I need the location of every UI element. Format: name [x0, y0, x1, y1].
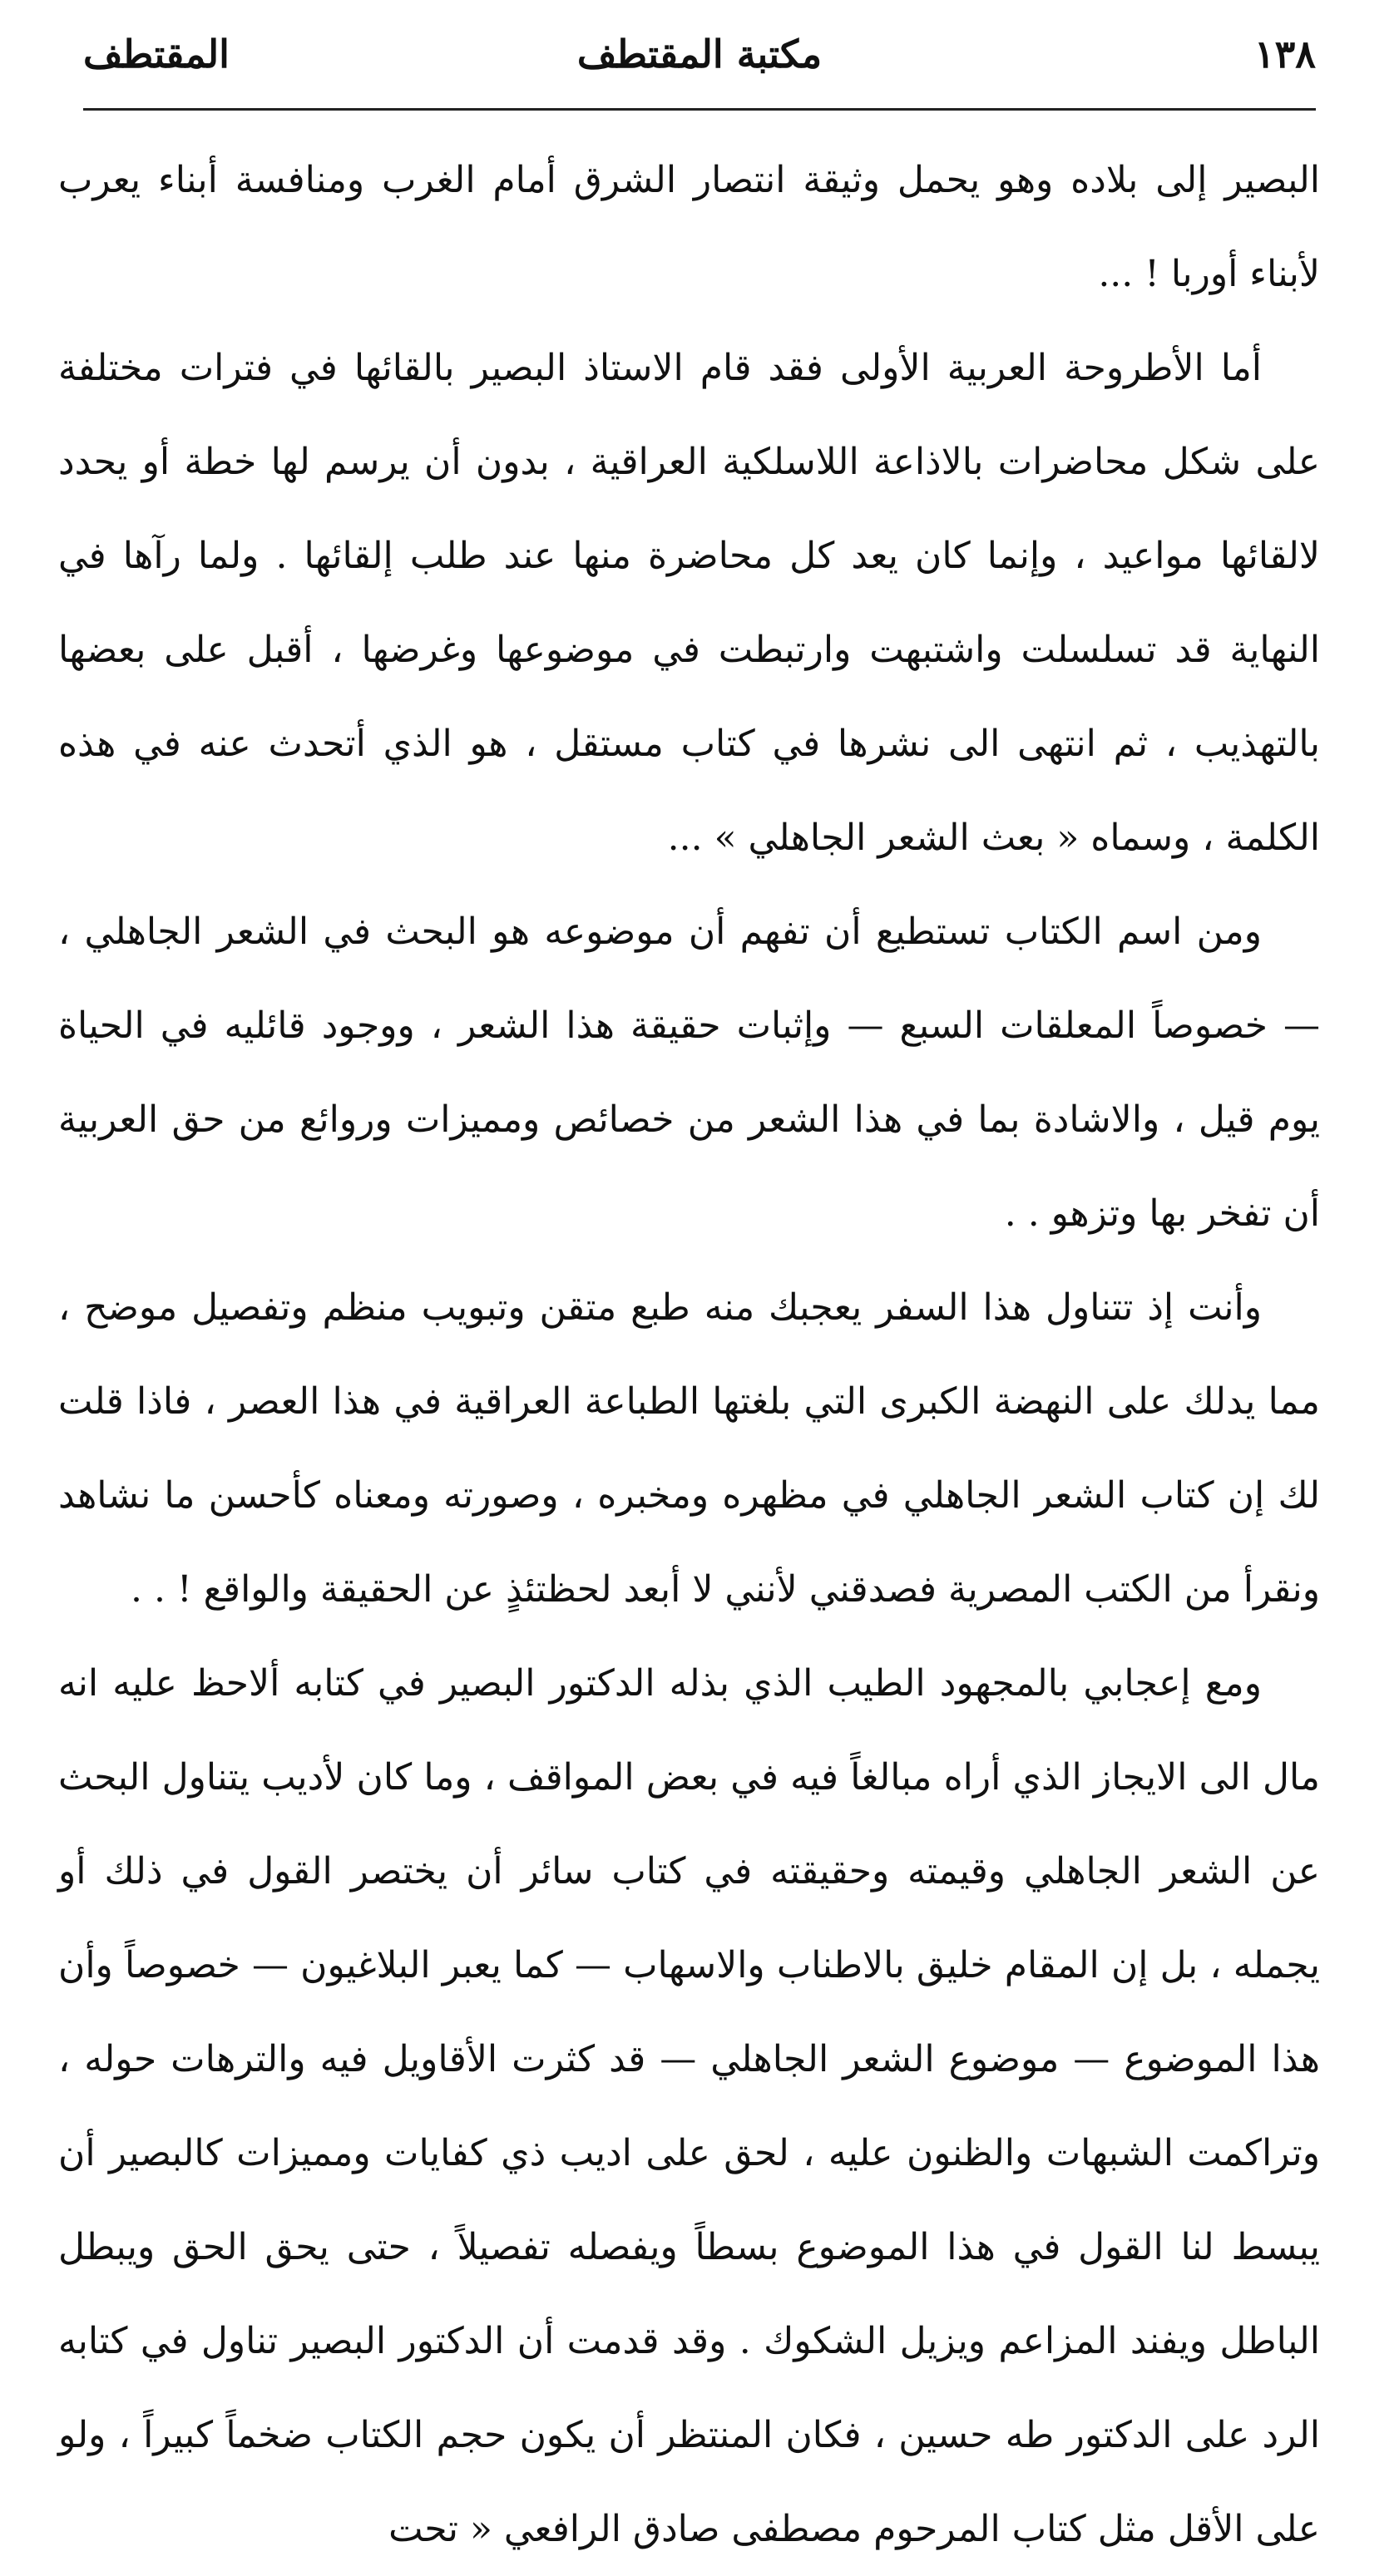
paragraph: ومن اسم الكتاب تستطيع أن تفهم أن موضوعه هو البحث في الشعر الجاهلي ، — خصوصاً المعلقات السبع — وإثبات حقيقة هذا الشعر ، ووجود قائليه في الحياة يوم قيل ، والاشادة بما في هذا الشعر من خصائص ومميزات وروائع من حق العربية أن تفخر بها وتزهو . . — [58, 910, 1320, 1235]
page-number: ١٣٨ — [1253, 32, 1316, 76]
body-text — [58, 133, 1320, 2576]
paragraph: وأنت إذ تتناول هذا السفر يعجبك منه طبع متقن وتبويب منظم وتفصيل موضح ، مما يدلك على النهضة الكبرى التي بلغتها الطباعة العراقية في هذا العصر ، فاذا قلت لك إن كتاب الشعر الجاهلي في مظهره ومخبره ، وصورته ومعناه كأحسن ما نشاهد ونقرأ من الكتب المصرية فصدقني لأنني لا أبعد لحظتئذٍ عن الحقيقة والواقع ! . . — [58, 1286, 1320, 1611]
header-rule — [83, 108, 1316, 111]
journal-title: المقتطف — [83, 32, 230, 76]
paragraph: البصير إلى بلاده وهو يحمل وثيقة انتصار الشرق أمام الغرب ومنافسة أبناء يعرب لأبناء أوربا ! ... — [58, 159, 1320, 295]
paragraph: أما الأطروحة العربية الأولى فقد قام الاستاذ البصير بالقائها في فترات مختلفة على شكل محاضرات بالاذاعة اللاسلكية العراقية ، بدون أن يرسم لها خطة أو يحدد لالقائها مواعيد ، وإنما كان يعد كل محاضرة منها عند طلب إلقائها . ولما رآها في النهاية قد تسلسلت واشتبهت وارتبطت في موضوعها وغرضها ، أقبل على بعضها بالتهذيب ، ثم انتهى الى نشرها في كتاب مستقل ، هو الذي أتحدث عنه في هذه الكلمة ، وسماه « بعث الشعر الجاهلي » ... — [58, 347, 1320, 859]
running-header — [83, 25, 1316, 83]
paragraph: ومع إعجابي بالمجهود الطيب الذي بذله الدكتور البصير في كتابه ألاحظ عليه انه مال الى الايجاز الذي أراه مبالغاً فيه في بعض المواقف ، وما كان لأديب يتناول البحث عن الشعر الجاهلي وقيمته وحقيقته في كتاب سائر أن يختصر القول في ذلك أو يجمله ، بل إن المقام خليق بالاطناب والاسهاب — كما يعبر البلاغيون — خصوصاً وأن هذا الموضوع — موضوع الشعر الجاهلي — قد كثرت الأقاويل فيه والترهات حوله ، وتراكمت الشبهات والظنون عليه ، لحق على اديب ذي كفايات ومميزات كالبصير أن يبسط لنا القول في هذا الموضوع بسطاً ويفصله تفصيلاً ، حتى يحق الحق ويبطل الباطل ويفند المزاعم ويزيل الشكوك . وقد قدمت أن الدكتور البصير تناول في كتابه الرد على الدكتور طه حسين ، فكان المنتظر أن يكون حجم الكتاب ضخماً كبيراً ، ولو على الأقل مثل كتاب المرحوم مصطفى صادق الرافعي « تحت — [58, 1662, 1320, 2550]
library-title: مكتبة المقتطف — [576, 32, 823, 76]
